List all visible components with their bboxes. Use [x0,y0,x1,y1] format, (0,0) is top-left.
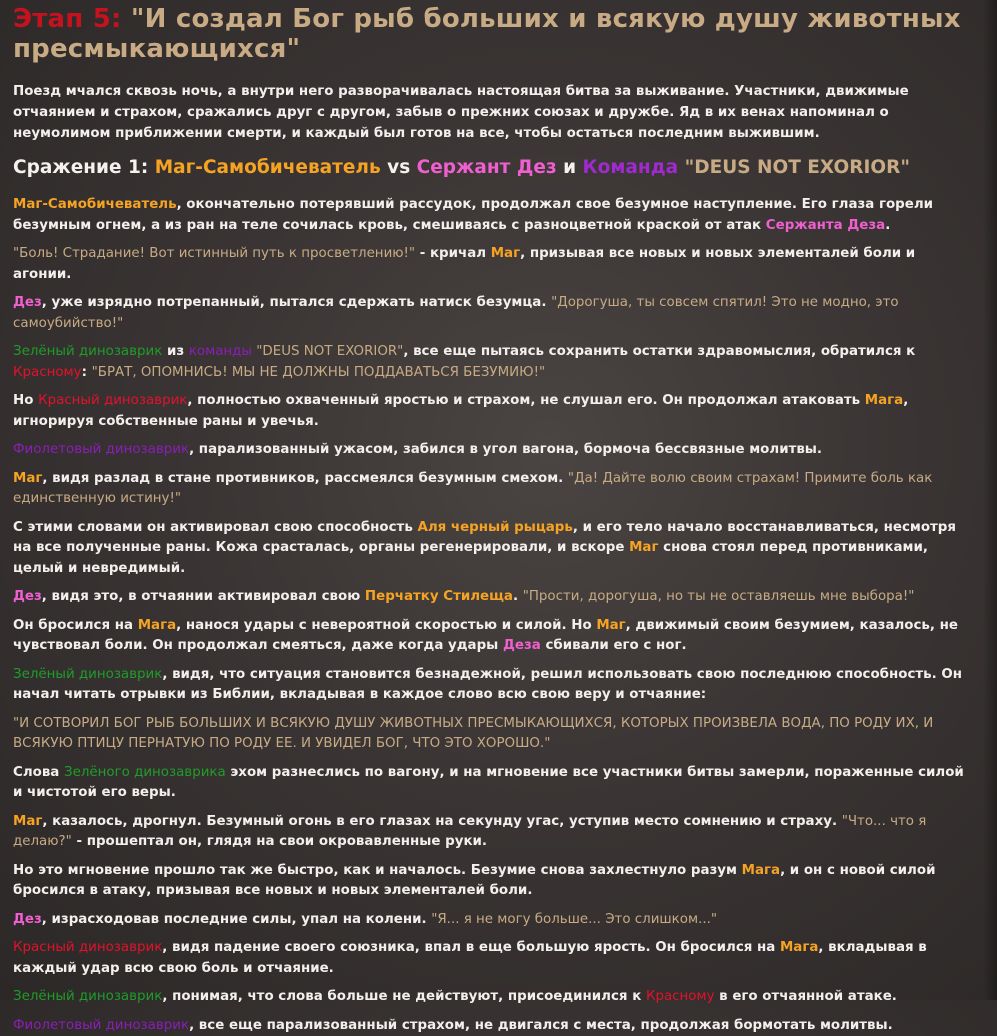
story-text: снова стоял перед противниками, целый и невредимый. [13,540,928,576]
battle-prefix: Сражение 1: [13,157,155,178]
story-dez-text: Дез [13,912,42,927]
story-text: , все еще пытаясь сохранить остатки здравомыслия, обратился к [403,344,915,359]
story-text: , призывая все новых и новых элементалей боли и агонии. [13,246,915,282]
stage-title [13,4,975,64]
story-text: С этими словами он активировал свою способность [13,520,417,535]
story-text: , полностью охваченный яростью и страхом, не слушал его. Он продолжал атаковать [187,393,864,408]
story-green-text: Зелёный динозаврик [13,667,162,682]
story-text: , видя разлад в стане противников, рассмеялся безумным смехом. [42,471,568,486]
battle-team-name: "DEUS NOT EXORIOR" [678,157,910,178]
story-text: из [162,344,189,359]
story-green-text: Зелёный динозаврик [13,989,162,1004]
story-text: , и он с новой силой бросился в атаку, призывая все новых и новых элементалей боли. [13,863,935,899]
story-q-text: "БРАТ, ОПОМНИСЬ! МЫ НЕ ДОЛЖНЫ ПОДДАВАТЬСЯ БЕЗУМИЮ!" [92,365,546,380]
story-mag-text: Маг [596,618,625,633]
story-q-text: "Я... я не могу больше... Это слишком..." [431,912,717,927]
story-text: , казалось, дрогнул. Безумный огонь в его глазах на секунду угас, уступив место сомнению и страху. [42,814,841,829]
story-purple-text: команды [189,344,252,359]
story-paragraph [13,714,975,755]
story-purple-text: Фиолетовый динозаврик [13,442,189,457]
battle-team-word: Команда [582,157,678,178]
battle-vs: vs [381,157,417,178]
story-red-text: Красный динозаврик [38,393,187,408]
story-paragraph [13,391,975,432]
story-mag-text: Мага [138,618,176,633]
story-green-text: Зелёный динозаврик [13,344,162,359]
story-text: , игнорируя собственные раны и увечья. [13,393,908,429]
story-mag-text: Маг [13,814,42,829]
story-paragraph [13,440,975,461]
battle-and: и [557,157,583,178]
story-paragraph [13,1016,975,1036]
story-paragraph [13,244,975,285]
story-q-text: "Боль! Страдание! Вот истинный путь к просветлению!" [13,246,415,261]
story-text: сбивали его с ног. [541,638,687,653]
story-text: : [82,365,92,380]
story-mag-text: Маг [629,540,658,555]
story-q-text: "Прости, дорогуша, но ты не оставляешь мне выбора!" [523,589,915,604]
story-text: Но это мгновение прошло так же быстро, как и началось. Безумие снова захлестнуло разум [13,863,742,878]
intro-paragraph: Поезд мчался сквозь ночь, а внутри него разворачивалась настоящая битва за выживание. Участники, движимые отчаянием и страхом, сражались друг с другом, забыв о прежних союзах и дружбе. Яд в их венах напоминал о неумолимом приближении смерти, и каждый был готов на все, чтобы остаться последним выжившим. [13,81,975,144]
story-mag-text: Мага [780,940,818,955]
story-dez-text: Сержанта Деза [766,218,885,233]
story-paragraph [13,938,975,979]
story-paragraph [13,812,975,853]
story-paragraph [13,861,975,902]
battle-fighter-mag: Маг-Самобичеватель [155,157,381,178]
story-dez-text: Дез [13,589,42,604]
story-text: , вкладывая в каждый удар всю свою боль и отчаяние. [13,940,927,976]
story-paragraph [13,587,975,608]
story-paragraph [13,518,975,580]
stage-title-text: "И создал Бог рыб больших и всякую душу животных пресмыкающихся" [13,4,961,64]
story-mag-text: Мага [742,863,780,878]
story-mag-text: Маг-Самобичеватель [13,197,177,212]
story-red-text: Красный динозаврик [13,940,162,955]
story-text: , нанося удары с невероятной скоростью и силой. Но [176,618,596,633]
story-text: в его отчаянной атаке. [715,989,897,1004]
story-text: , парализованный ужасом, забился в угол вагона, бормоча бессвязные молитвы. [189,442,822,457]
story-paragraph [13,469,975,510]
scrollbar-edge [983,0,997,1000]
story-q-text: "Да! Дайте волю своим страхам! Примите боль как единственную истину!" [13,471,932,507]
story-paragraph [13,665,975,706]
story-mag-text: Мага [865,393,903,408]
story-text: . [885,218,890,233]
story-mag-text: Маг [13,471,42,486]
story-text: , движимый своим безумием, казалось, не чувствовал боли. Он продолжал смеяться, даже когда удары [13,618,958,654]
story-gold-text: Перчатку Стилеща [365,589,513,604]
story-q-text: "DEUS NOT EXORIOR" [252,344,403,359]
story-q-text: "Что... что я делаю?" [13,814,926,850]
story-text: Слова [13,765,64,780]
story-text: Он бросился на [13,618,138,633]
story-dez-text: Деза [503,638,541,653]
story-red-text: Красному [646,989,715,1004]
story-red-text: Красному [13,365,82,380]
story-text: , и его тело начало восстанавливаться, несмотря на все полученные раны. Кожа срасталась, органы регенерировали, и вскоре [13,520,956,556]
story-mag-text: Маг [491,246,520,261]
story-text: , видя падение своего союзника, впал в еще большую ярость. Он бросился на [162,940,780,955]
story-text: , все еще парализованный страхом, не двигался с места, продолжая бормотать молитвы. [189,1018,893,1033]
story-text: - кричал [415,246,491,261]
battle-fighter-dez: Сержант Дез [417,157,557,178]
story-q-text: "Дорогуша, ты совсем спятил! Это не модно, это самоубийство!" [13,295,899,331]
story-text: , окончательно потерявший рассудок, продолжал свое безумное наступление. Его глаза горели безумным огнем, а из ран на теле сочилась кровь, смешиваясь с разноцветной краской от атак [13,197,933,233]
story-text: . [513,589,523,604]
battle-title [13,156,975,180]
story-text: - прошептал он, глядя на свои окровавленные руки. [72,834,487,849]
story-body [13,195,975,1036]
story-purple-text: Фиолетовый динозаврик [13,1018,189,1033]
story-paragraph [13,293,975,334]
story-dez-text: Дез [13,295,42,310]
story-paragraph [13,616,975,657]
story-q-text: "И СОТВОРИЛ БОГ РЫБ БОЛЬШИХ И ВСЯКУЮ ДУШУ ЖИВОТНЫХ ПРЕСМЫКАЮЩИХСЯ, КОТОРЫХ ПРОИЗВЕЛА ВОДА, ПО РОДУ ИХ, И ВСЯКУЮ ПТИЦУ ПЕРНАТУЮ ПО РОДУ ЕЕ. И УВИДЕЛ БОГ, ЧТО ЭТО ХОРОШО." [13,716,933,752]
story-gold-text: Аля черный рыцарь [417,520,572,535]
story-paragraph [13,342,975,383]
story-paragraph [13,987,975,1008]
story-text: , понимая, что слова больше не действуют, присоединился к [162,989,646,1004]
stage-label: Этап 5: [13,4,122,34]
story-text: , уже изрядно потрепанный, пытался сдержать натиск безумца. [42,295,551,310]
story-text: , израсходовав последние силы, упал на колени. [42,912,431,927]
story-text: , видя это, в отчаянии активировал свою [42,589,365,604]
story-green-text: Зелёного динозаврика [64,765,226,780]
story-text: Но [13,393,38,408]
story-paragraph [13,763,975,804]
story-paragraph [13,910,975,931]
story-text: , видя, что ситуация становится безнадежной, решил использовать свою последнюю способность. Он начал читать отрывки из Библии, вкладывая в каждое слово всю свою веру и отчаяние: [13,667,962,703]
story-text: эхом разнеслись по вагону, и на мгновение все участники битвы замерли, пораженные силой и чистотой его веры. [13,765,964,801]
story-paragraph [13,195,975,236]
